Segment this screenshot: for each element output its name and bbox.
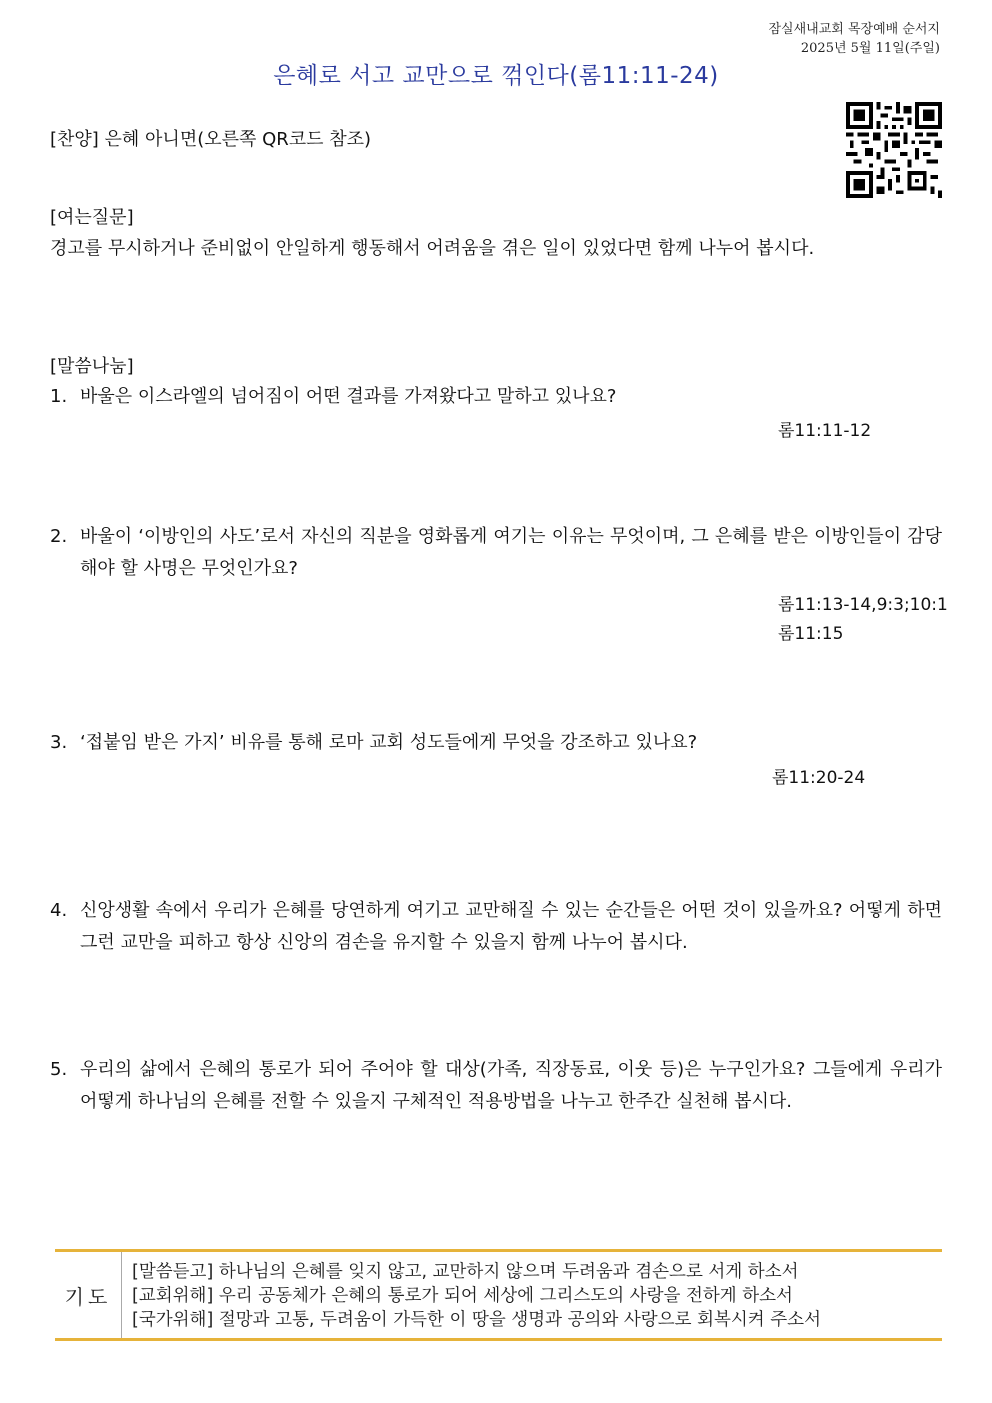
header-meta [768, 20, 940, 58]
question-number: 1. [50, 386, 68, 407]
question-4 [50, 895, 942, 959]
question-2 [50, 521, 942, 585]
page-title: 은혜로 서고 교만으로 꺾인다(롬11:11-24) [273, 63, 719, 89]
prayer-label: 기도 [55, 1252, 122, 1338]
question-text: 바울이 ‘이방인의 사도’로서 자신의 직분을 영화롭게 여기는 이유는 무엇이며, 그 은혜를 받은 이방인들이 감당해야 할 사명은 무엇인가요? [80, 526, 942, 579]
prayer-box [55, 1249, 942, 1341]
bible-reference: 롬11:20-24 [772, 768, 866, 788]
praise-line: [찬양] 은혜 아니면(오른쪽 QR코드 참조) [50, 129, 372, 150]
opening-question: 경고를 무시하거나 준비없이 안일하게 행동해서 어려움을 겪은 일이 있었다면 함께 나누어 봅시다. [50, 238, 815, 259]
question-number: 5. [50, 1059, 68, 1080]
bible-reference: 롬11:11-12 [778, 421, 872, 441]
question-1 [50, 381, 942, 413]
church-service-label: 잠실새내교회 목장예배 순서지 [768, 22, 940, 37]
question-text: ‘접붙임 받은 가지’ 비유를 통해 로마 교회 성도들에게 무엇을 강조하고 있나요? [80, 732, 698, 753]
question-number: 2. [50, 526, 68, 547]
prayer-line-word: [말씀듣고] 하나님의 은혜를 잊지 않고, 교만하지 않으며 두려움과 겸손으로 서게 하소서 [132, 1262, 799, 1282]
bible-reference: 롬11:13-14,9:3;10:1 [778, 595, 948, 615]
bible-reference: 롬11:15 [778, 624, 844, 644]
question-3 [50, 727, 942, 759]
service-date: 2025년 5월 11일(주일) [800, 41, 940, 56]
question-text: 바울은 이스라엘의 넘어짐이 어떤 결과를 가져왔다고 말하고 있나요? [80, 386, 617, 407]
question-number: 3. [50, 732, 68, 753]
opening-heading: [여는질문] [50, 207, 134, 228]
word-heading: [말씀나눔] [50, 356, 134, 377]
qr-code-icon[interactable] [846, 102, 942, 198]
question-5 [50, 1054, 942, 1118]
question-number: 4. [50, 900, 68, 921]
question-text: 신앙생활 속에서 우리가 은혜를 당연하게 여기고 교만해질 수 있는 순간들은 어떤 것이 있을까요? 어떻게 하면 그런 교만을 피하고 항상 신앙의 겸손을 유지할 수 있을지 함께 나누어 봅시다. [80, 900, 942, 953]
question-text: 우리의 삶에서 은혜의 통로가 되어 주어야 할 대상(가족, 직장동료, 이웃 등)은 누구인가요? 그들에게 우리가 어떻게 하나님의 은혜를 전할 수 있을지 구체적인 적용방법을 나누고 한주간 실천해 봅시다. [80, 1059, 942, 1112]
prayer-line-church: [교회위해] 우리 공동체가 은혜의 통로가 되어 세상에 그리스도의 사랑을 전하게 하소서 [132, 1286, 793, 1306]
prayer-line-nation: [국가위해] 절망과 고통, 두려움이 가득한 이 땅을 생명과 공의와 사랑으로 회복시켜 주소서 [132, 1310, 821, 1330]
